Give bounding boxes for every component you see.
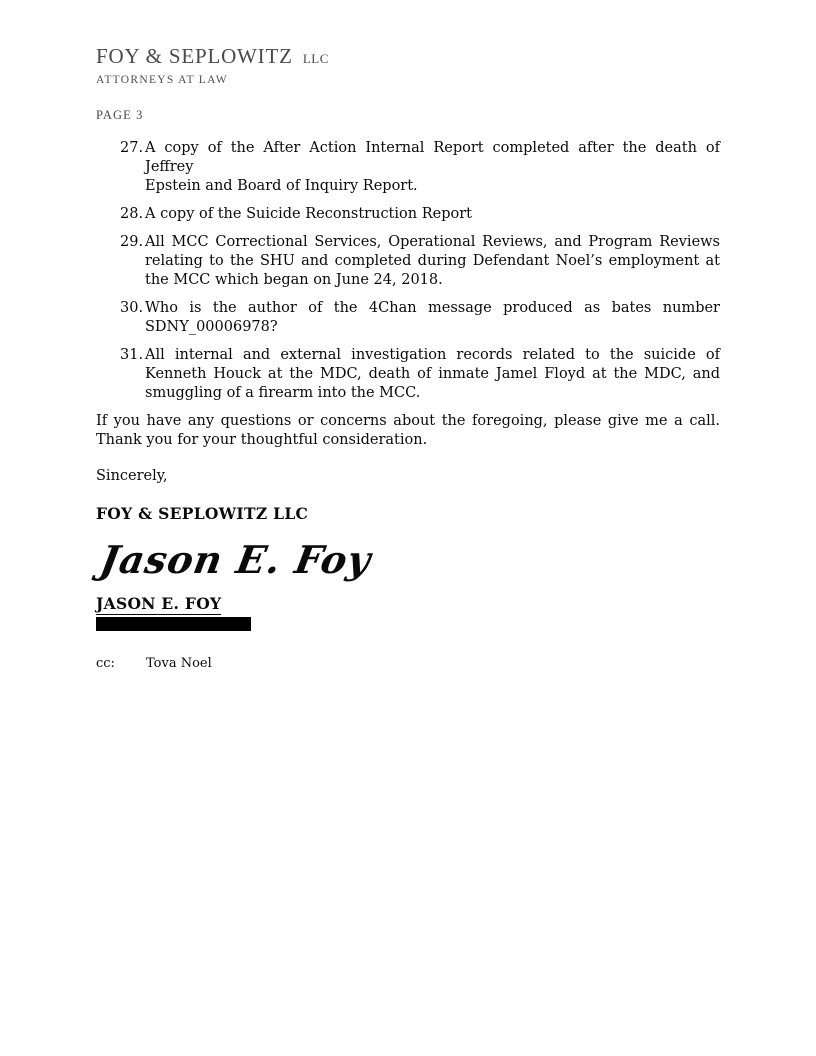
cc-line	[96, 655, 720, 672]
firm-title-line	[96, 44, 720, 71]
list-item	[120, 205, 720, 224]
signer-name: JASON E. FOY	[96, 594, 222, 613]
handwritten-signature: Jason E. Foy	[96, 537, 375, 582]
attorneys-tagline: ATTORNEYS AT LAW	[96, 74, 228, 86]
closing-paragraph	[96, 412, 720, 450]
item-text-line: A copy of the After Action Internal Report completed after the death of Jeffrey	[145, 140, 720, 175]
item-text-line: Who is the author of the 4Chan message produced as bates number	[145, 300, 720, 316]
item-text-line: relating to the SHU and completed during Defendant Noel’s employment at	[145, 253, 720, 269]
item-text-line: SDNY_00006978?	[145, 319, 278, 335]
firm-signature-block: FOY & SEPLOWITZ LLC	[96, 504, 309, 523]
letter-content	[96, 0, 720, 672]
letterhead	[96, 44, 720, 87]
redaction-bar	[96, 617, 251, 631]
item-text-line: A copy of the Suicide Reconstruction Report	[145, 206, 472, 222]
signer-name-row	[96, 587, 720, 615]
page-number-label: PAGE 3	[96, 108, 144, 122]
list-item	[120, 139, 720, 196]
salutation: Sincerely,	[96, 468, 168, 484]
item-text-line: the MCC which began on June 24, 2018.	[145, 272, 443, 288]
item-number: 30.	[120, 300, 144, 316]
firm-suffix: LLC	[302, 51, 329, 66]
paragraph-line: If you have any questions or concerns about the foregoing, please give me a call.	[96, 413, 720, 429]
list-item	[120, 346, 720, 403]
item-text-line: Epstein and Board of Inquiry Report.	[145, 178, 418, 194]
item-text-line: All internal and external investigation records related to the suicide of	[145, 347, 720, 363]
item-text-line: Kenneth Houck at the MDC, death of inmate Jamel Floyd at the MDC, and	[145, 366, 720, 382]
item-number: 29.	[120, 234, 144, 250]
request-list	[96, 139, 720, 403]
item-number: 27.	[120, 140, 144, 156]
list-item	[120, 299, 720, 337]
list-item	[120, 233, 720, 290]
item-number: 28.	[120, 206, 144, 222]
item-text-line: All MCC Correctional Services, Operational Reviews, and Program Reviews	[145, 234, 720, 250]
cc-value: Tova Noel	[146, 656, 212, 671]
paragraph-line: Thank you for your thoughtful consideration.	[96, 432, 428, 448]
firm-name: FOY & SEPLOWITZ	[96, 44, 293, 68]
item-number: 31.	[120, 347, 144, 363]
item-text-line: smuggling of a firearm into the MCC.	[145, 385, 421, 401]
cc-label: cc:	[96, 656, 115, 671]
